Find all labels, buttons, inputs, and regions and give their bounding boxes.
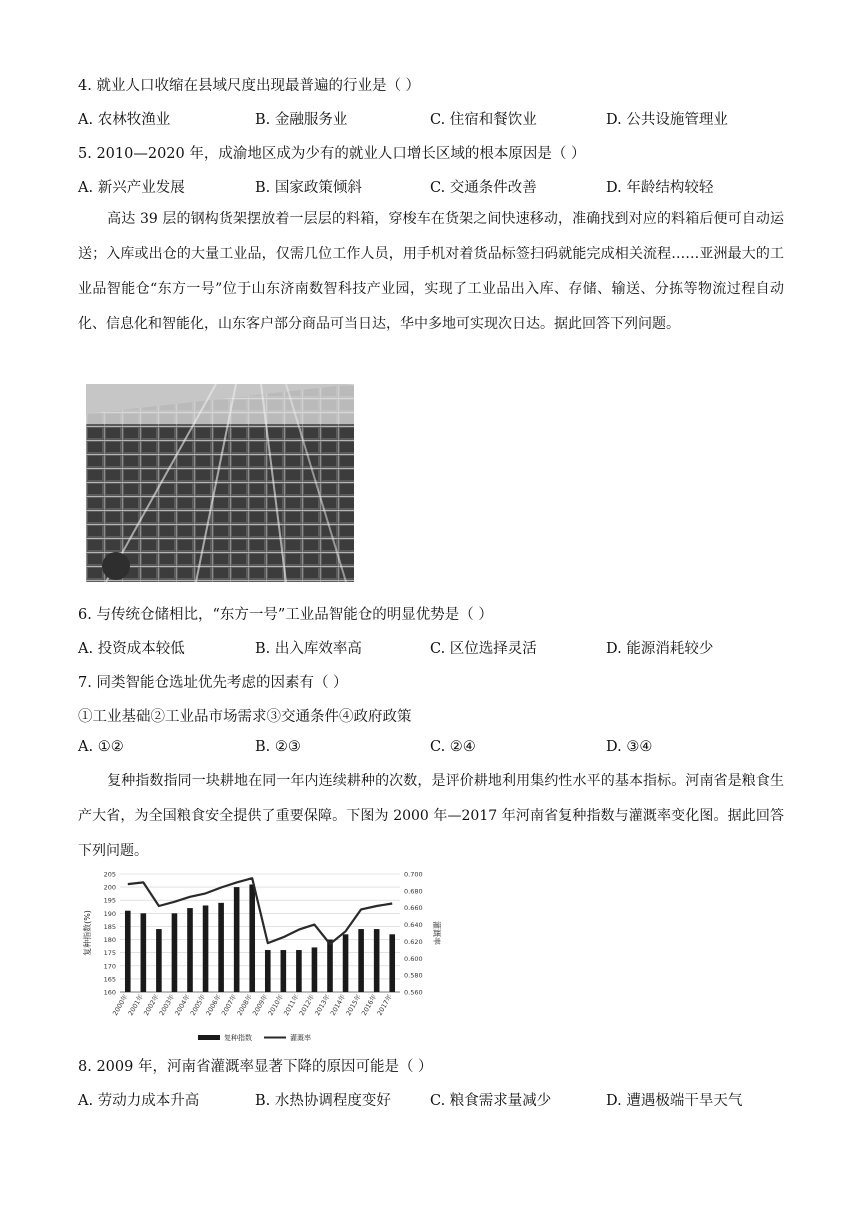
x-tick-label: 2014年 bbox=[328, 993, 348, 1017]
question-5-stem: 5. 2010—2020 年，成渝地区成为少有的就业人口增长区域的根本原因是（ ） bbox=[78, 146, 586, 162]
y-axis-label-left: 复种指数(%) bbox=[83, 910, 92, 956]
q4-option-c: C. 住宿和餐饮业 bbox=[430, 112, 537, 128]
q6-option-c: C. 区位选择灵活 bbox=[430, 641, 537, 657]
y-tick-label-right: 0.560 bbox=[404, 988, 423, 997]
question-6-stem: 6. 与传统仓储相比，“东方一号”工业品智能仓的明显优势是（ ） bbox=[78, 607, 493, 623]
x-tick-label: 2000年 bbox=[111, 993, 130, 1017]
x-tick-label: 2009年 bbox=[251, 993, 270, 1017]
q8-option-b: B. 水热协调程度变好 bbox=[255, 1093, 391, 1109]
y-axis-label-right: 灌溉率 bbox=[432, 921, 441, 945]
bar-cropping-index bbox=[203, 905, 209, 992]
bar-cropping-index bbox=[281, 950, 287, 992]
q8-option-c: C. 粮食需求量减少 bbox=[430, 1093, 552, 1109]
x-tick-label: 2016年 bbox=[359, 993, 379, 1017]
x-tick-label: 2017年 bbox=[375, 993, 394, 1017]
question-7-stem: 7. 同类智能仓选址优先考虑的因素有（ ） bbox=[78, 675, 348, 691]
bar-cropping-index bbox=[312, 947, 318, 992]
x-tick-label: 2002年 bbox=[142, 993, 161, 1017]
cropping-irrigation-chart bbox=[78, 868, 458, 1048]
x-tick-label: 2015年 bbox=[344, 993, 363, 1017]
question-4-stem: 4. 就业人口收缩在县域尺度出现最普遍的行业是（ ） bbox=[78, 78, 421, 94]
passage-2-text: 复种指数指同一块耕地在同一年内连续耕种的次数，是评价耕地利用集约性水平的基本指标。河南省是粮食生产大省，为全国粮食安全提供了重要保障。下图为 2000 年—2017 年河南省复种指数与灌溉率变化图。据此回答下列问题。 bbox=[78, 773, 784, 859]
x-tick-label: 2007年 bbox=[219, 993, 239, 1017]
bar-cropping-index bbox=[172, 913, 178, 992]
bar-cropping-index bbox=[374, 929, 380, 992]
q5-option-a: A. 新兴产业发展 bbox=[78, 180, 185, 196]
passage-multiple-cropping bbox=[78, 764, 784, 869]
x-tick-label: 2006年 bbox=[204, 993, 223, 1017]
passage-1-text: 高达 39 层的钢构货架摆放着一层层的料箱，穿梭车在货架之间快速移动，准确找到对应的料箱后便可自动运送；入库或出仓的大量工业品，仅需几位工作人员，用手机对着货品标签扫码就能完成相关流程……亚洲最大的工业品智能仓“东方一号”位于山东济南数智科技产业园，实现了工业品出入库、存储、输送、分拣等物流过程自动化、信息化和智能化，山东客户部分商品可当日达，华中多地可实现次日达。据此回答下列问题。 bbox=[78, 211, 784, 332]
y-tick-label-right: 0.700 bbox=[404, 870, 423, 879]
legend-swatch-bar bbox=[198, 1035, 220, 1040]
y-tick-label-left: 195 bbox=[103, 896, 116, 905]
q6-option-b: B. 出入库效率高 bbox=[255, 641, 362, 657]
bar-cropping-index bbox=[125, 911, 131, 992]
bar-cropping-index bbox=[249, 884, 255, 992]
y-tick-label-right: 0.640 bbox=[404, 921, 423, 930]
bar-cropping-index bbox=[389, 934, 395, 992]
legend-label-line: 灌溉率 bbox=[290, 1034, 311, 1042]
bar-cropping-index bbox=[296, 950, 302, 992]
y-tick-label-left: 165 bbox=[103, 975, 116, 984]
bar-cropping-index bbox=[187, 908, 193, 992]
q8-option-d: D. 遭遇极端干旱天气 bbox=[606, 1093, 743, 1109]
question-5-options bbox=[78, 176, 778, 200]
x-tick-label: 2005年 bbox=[188, 993, 208, 1017]
question-8-stem: 8. 2009 年，河南省灌溉率显著下降的原因可能是（ ） bbox=[78, 1059, 433, 1075]
bar-cropping-index bbox=[358, 929, 364, 992]
x-tick-label: 2001年 bbox=[126, 993, 146, 1017]
line-irrigation-rate bbox=[128, 878, 392, 944]
warehouse-photo bbox=[86, 384, 354, 582]
bar-cropping-index bbox=[156, 929, 162, 992]
y-tick-label-left: 200 bbox=[103, 883, 116, 892]
x-tick-label: 2010年 bbox=[266, 993, 286, 1017]
y-tick-label-left: 160 bbox=[103, 988, 116, 997]
warehouse-shelves-illustration bbox=[86, 384, 354, 582]
bar-cropping-index bbox=[343, 934, 349, 992]
x-tick-label: 2012年 bbox=[297, 993, 317, 1017]
bar-cropping-index bbox=[265, 950, 271, 992]
question-6-options bbox=[78, 637, 778, 661]
q5-option-d: D. 年龄结构较轻 bbox=[606, 180, 714, 196]
y-tick-label-left: 175 bbox=[103, 949, 116, 958]
q4-option-a: A. 农林牧渔业 bbox=[78, 112, 171, 128]
q6-option-d: D. 能源消耗较少 bbox=[606, 641, 714, 657]
q6-option-a: A. 投资成本较低 bbox=[78, 641, 185, 657]
y-tick-label-right: 0.600 bbox=[404, 954, 423, 963]
q5-option-b: B. 国家政策倾斜 bbox=[255, 180, 362, 196]
x-tick-label: 2013年 bbox=[313, 993, 332, 1017]
x-tick-label: 2004年 bbox=[173, 993, 192, 1017]
y-tick-label-left: 170 bbox=[103, 962, 116, 971]
y-tick-label-right: 0.680 bbox=[404, 887, 423, 896]
x-tick-label: 2003年 bbox=[157, 993, 177, 1017]
y-tick-label-right: 0.660 bbox=[404, 904, 423, 913]
bar-cropping-index bbox=[327, 940, 333, 992]
bar-cropping-index bbox=[234, 887, 240, 992]
y-tick-label-right: 0.580 bbox=[404, 971, 423, 980]
x-tick-label: 2011年 bbox=[282, 993, 301, 1017]
question-8-options bbox=[78, 1089, 778, 1113]
y-tick-label-left: 185 bbox=[103, 922, 116, 931]
q8-option-a: A. 劳动力成本升高 bbox=[78, 1093, 200, 1109]
q7-option-c: C. ②④ bbox=[430, 739, 476, 755]
q7-option-a: A. ①② bbox=[78, 739, 124, 755]
q4-option-b: B. 金融服务业 bbox=[255, 112, 348, 128]
q7-option-b: B. ②③ bbox=[255, 739, 301, 755]
bar-cropping-index bbox=[141, 913, 147, 992]
question-7-options bbox=[78, 739, 778, 763]
passage-smart-warehouse bbox=[78, 202, 784, 342]
x-tick-label: 2008年 bbox=[235, 993, 254, 1017]
y-tick-label-right: 0.620 bbox=[404, 937, 423, 946]
chart-svg bbox=[78, 868, 458, 1048]
bar-cropping-index bbox=[218, 903, 224, 992]
question-4-options bbox=[78, 108, 778, 132]
q5-option-c: C. 交通条件改善 bbox=[430, 180, 537, 196]
legend-label-bar: 复种指数 bbox=[224, 1034, 252, 1042]
question-7-factors: ①工业基础②工业品市场需求③交通条件④政府政策 bbox=[78, 709, 412, 725]
y-tick-label-left: 180 bbox=[103, 936, 116, 945]
y-tick-label-left: 205 bbox=[103, 870, 116, 879]
q7-option-d: D. ③④ bbox=[606, 739, 653, 755]
q4-option-d: D. 公共设施管理业 bbox=[606, 112, 728, 128]
y-tick-label-left: 190 bbox=[103, 909, 116, 918]
